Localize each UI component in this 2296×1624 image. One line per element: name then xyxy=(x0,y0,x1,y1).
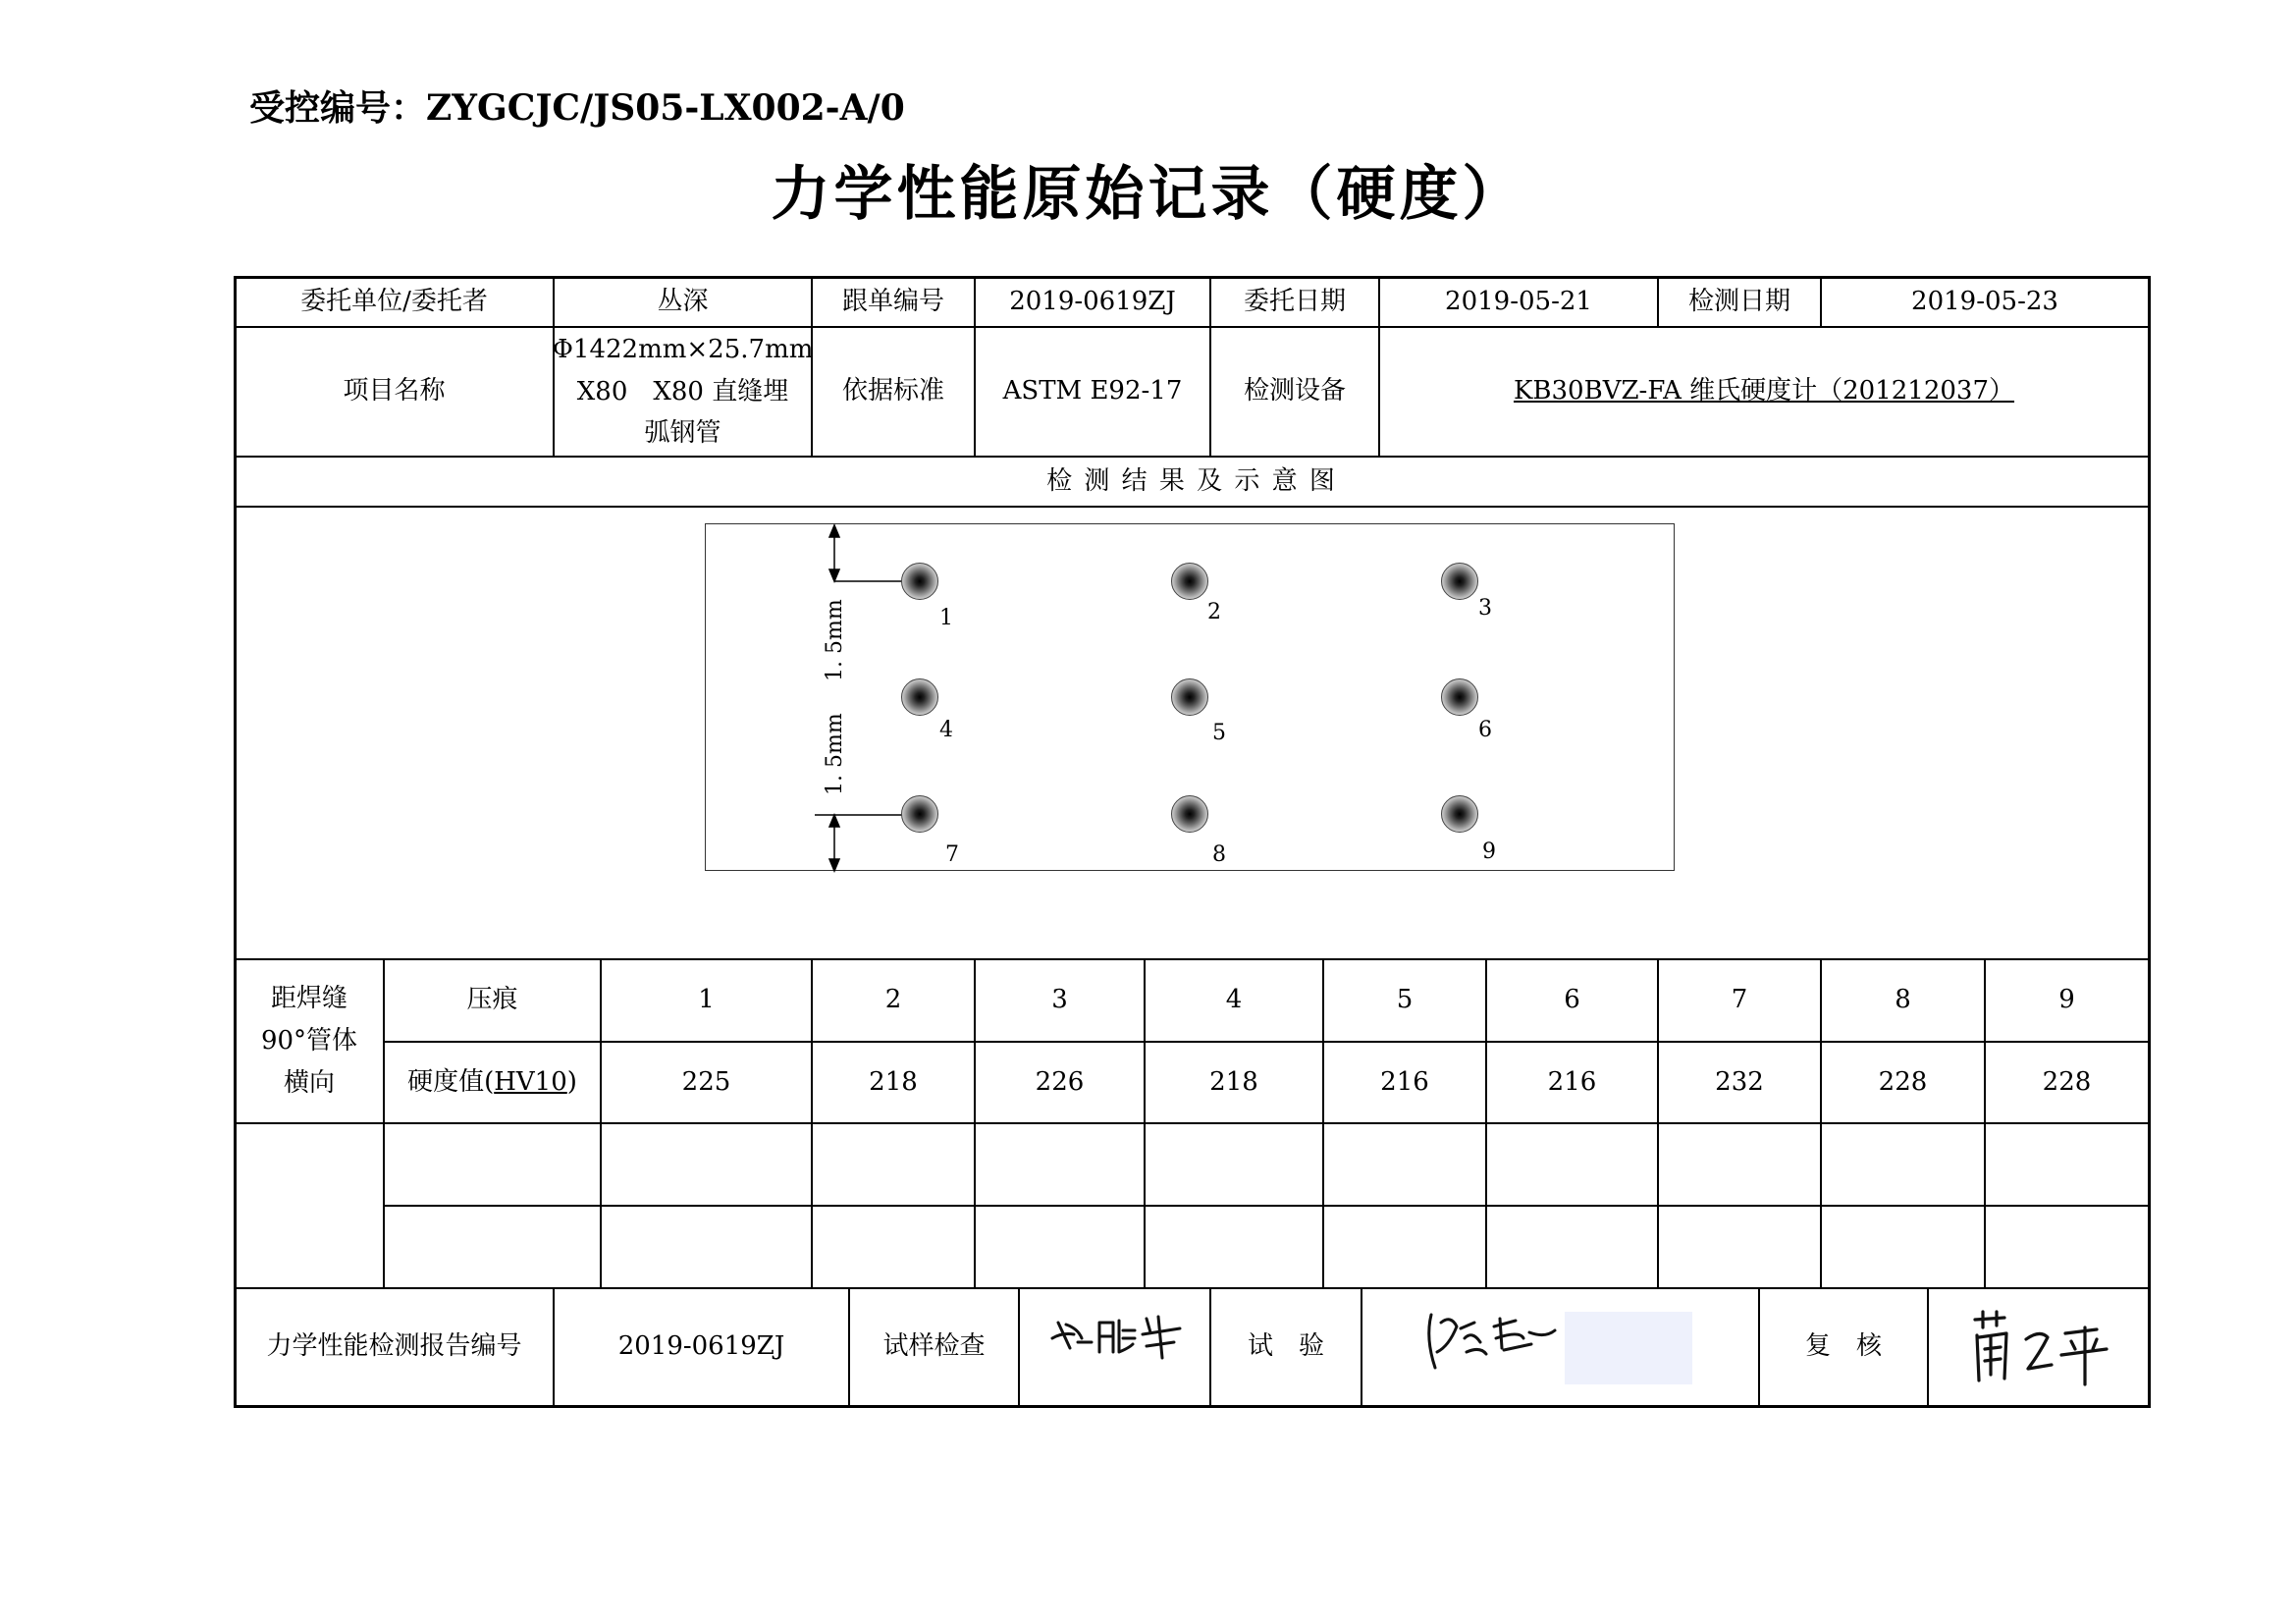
indent-number: 2 xyxy=(884,985,902,1015)
indent-point xyxy=(901,563,938,600)
indent-point-label: 9 xyxy=(1482,839,1496,864)
hardness-value: 218 xyxy=(869,1066,918,1097)
test-signature xyxy=(1421,1309,1559,1381)
indent-label: 压痕 xyxy=(466,985,518,1015)
position-line: 横向 xyxy=(283,1067,335,1098)
project-line: X80 X80 直缝埋 xyxy=(576,376,789,406)
hardness-value: 225 xyxy=(681,1066,731,1097)
indent-point xyxy=(1441,678,1478,716)
hardness-value: 232 xyxy=(1715,1066,1764,1097)
hardness-value: 226 xyxy=(1035,1066,1085,1097)
indent-point xyxy=(1171,795,1208,833)
equipment-label: 检测设备 xyxy=(1243,376,1346,406)
indent-number: 3 xyxy=(1051,985,1068,1015)
indent-number: 4 xyxy=(1225,985,1243,1015)
indent-number: 8 xyxy=(1895,985,1911,1015)
hardness-label-prefix: 硬度值( xyxy=(407,1066,495,1097)
indent-point xyxy=(901,795,938,833)
indent-point xyxy=(1171,678,1208,716)
position-line: 90°管体 xyxy=(260,1026,358,1056)
project-line: 弧钢管 xyxy=(644,418,721,449)
hardness-label xyxy=(385,1043,600,1122)
indent-point-label: 7 xyxy=(945,842,959,867)
hardness-value: 228 xyxy=(2042,1066,2092,1097)
review-signature xyxy=(1969,1310,2116,1392)
hardness-value: 216 xyxy=(1380,1066,1429,1097)
position-label xyxy=(236,960,383,1122)
sample-check-label: 试样检查 xyxy=(882,1331,986,1362)
indent-number: 1 xyxy=(698,985,715,1015)
equipment-value: KB30BVZ-FA 维氏硬度计（201212037） xyxy=(1513,376,2015,406)
commission-date-value: 2019-05-21 xyxy=(1445,286,1592,316)
page-title: 力学性能原始记录（硬度） xyxy=(771,160,1525,229)
review-label: 复 核 xyxy=(1804,1331,1882,1362)
tracking-label: 跟单编号 xyxy=(841,286,944,316)
test-label: 试 验 xyxy=(1247,1331,1324,1362)
indent-point-label: 6 xyxy=(1478,718,1492,742)
section-title: 检 测 结 果 及 示 意 图 xyxy=(1046,465,1337,496)
position-line: 距焊缝 xyxy=(270,984,347,1014)
indent-point-label: 4 xyxy=(939,718,953,742)
commission-date-label: 委托日期 xyxy=(1243,286,1346,316)
indent-number: 5 xyxy=(1396,985,1414,1015)
standard-label: 依据标准 xyxy=(841,376,944,406)
indent-point-label: 1 xyxy=(939,606,953,630)
hardness-value: 216 xyxy=(1547,1066,1597,1097)
client-value: 丛深 xyxy=(657,286,709,316)
indent-point-label: 5 xyxy=(1212,721,1226,745)
indent-number: 7 xyxy=(1731,985,1748,1015)
indent-number: 6 xyxy=(1564,985,1580,1015)
indent-point xyxy=(1441,795,1478,833)
test-date-value: 2019-05-23 xyxy=(1911,286,2058,316)
redaction-box xyxy=(1565,1312,1692,1384)
test-date-label: 检测日期 xyxy=(1687,286,1790,316)
hardness-value: 228 xyxy=(1878,1066,1928,1097)
dimension-label-bottom: 1. 5mm xyxy=(823,713,847,795)
report-number-label: 力学性能检测报告编号 xyxy=(266,1331,522,1362)
client-label: 委托单位/委托者 xyxy=(300,286,488,316)
indent-point-label: 8 xyxy=(1212,842,1226,867)
indent-point-label: 3 xyxy=(1478,596,1492,621)
sample-check-signature xyxy=(1048,1309,1186,1372)
indent-point xyxy=(1441,563,1478,600)
control-number: 受控编号：ZYGCJC/JS05-LX002-A/0 xyxy=(249,87,905,129)
hardness-label-suffix: ) xyxy=(566,1066,577,1097)
hardness-unit: HV10 xyxy=(494,1066,567,1097)
indent-point-label: 2 xyxy=(1207,600,1221,624)
standard-value: ASTM E92-17 xyxy=(1002,376,1183,406)
tracking-value: 2019-0619ZJ xyxy=(1009,286,1176,316)
indent-point xyxy=(901,678,938,716)
hardness-value: 218 xyxy=(1209,1066,1258,1097)
report-number-value: 2019-0619ZJ xyxy=(617,1331,785,1362)
indent-number: 9 xyxy=(2058,985,2075,1015)
project-label: 项目名称 xyxy=(343,376,446,406)
indent-point xyxy=(1171,563,1208,600)
dimension-label-top: 1. 5mm xyxy=(823,599,847,681)
project-line: Φ1422mm×25.7mm xyxy=(552,334,814,364)
